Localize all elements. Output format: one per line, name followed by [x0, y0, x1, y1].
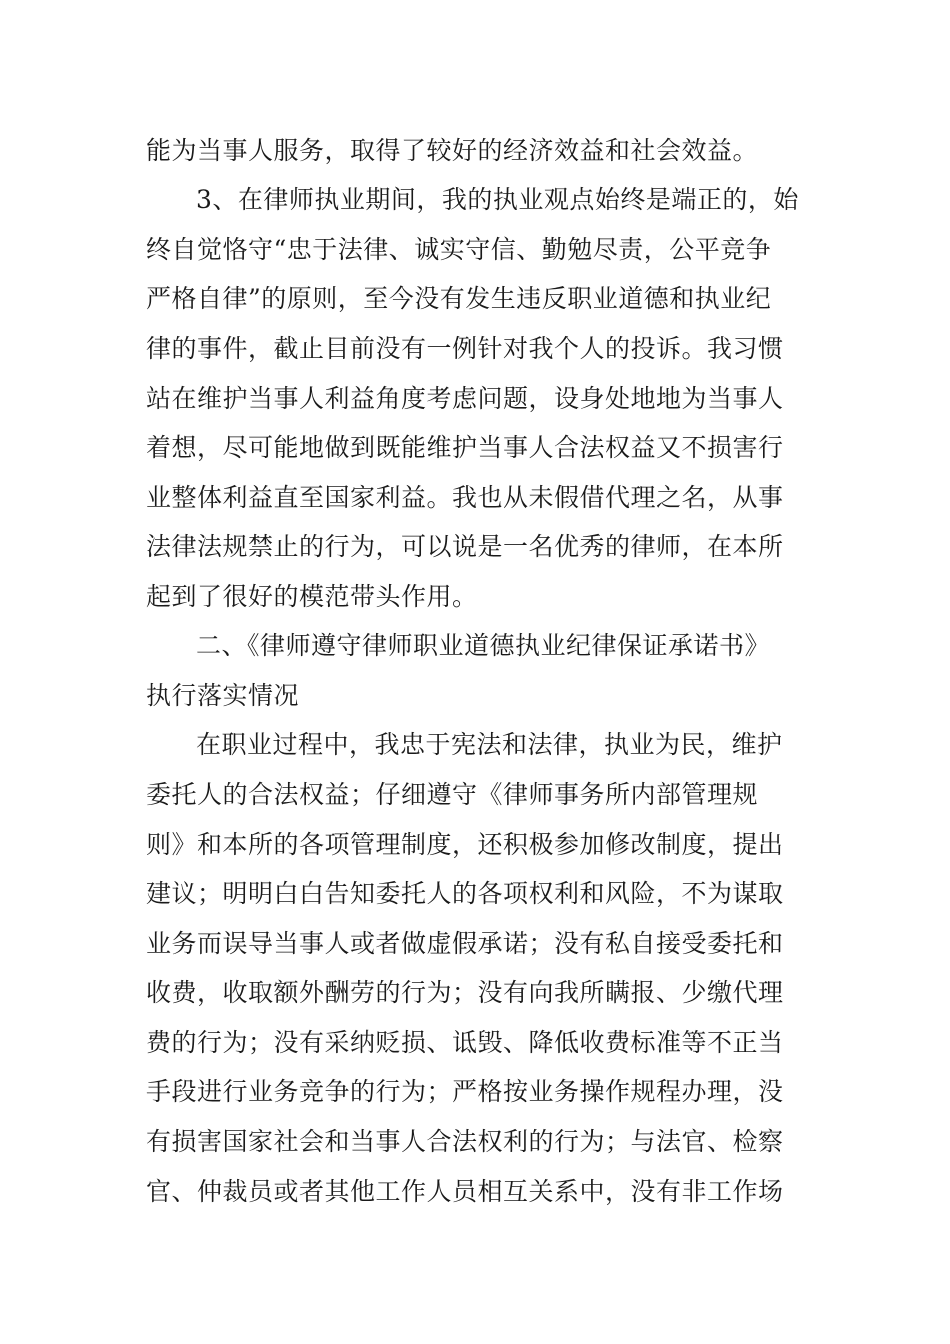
text-line: 着想，尽可能地做到既能维护当事人合法权益又不损害行: [146, 433, 784, 462]
text-line: 能为当事人服务，取得了较好的经济效益和社会效益。: [146, 136, 759, 165]
text-line: 律的事件，截止目前没有一例针对我个人的投诉。我习惯: [146, 334, 784, 363]
section-heading: 二、《律师遵守律师职业道德执业纪律保证承诺书》: [196, 631, 771, 660]
text-line: 3、在律师执业期间，我的执业观点始终是端正的，始: [196, 185, 799, 214]
text-line: 法律法规禁止的行为，可以说是一名优秀的律师，在本所: [146, 532, 784, 561]
text-line: 业务而误导当事人或者做虚假承诺；没有私自接受委托和: [146, 929, 784, 958]
text-line: 官、仲裁员或者其他工作人员相互关系中，没有非工作场: [146, 1177, 784, 1206]
text-line: 在职业过程中，我忠于宪法和法律，执业为民，维护: [196, 730, 783, 759]
section-heading-continued: 执行落实情况: [146, 681, 300, 710]
text-line: 委托人的合法权益；仔细遵守《律师事务所内部管理规: [146, 780, 759, 809]
text-line: 站在维护当事人利益角度考虑问题，设身处地地为当事人: [146, 384, 784, 413]
text-line: 业整体利益直至国家利益。我也从未假借代理之名，从事: [146, 483, 784, 512]
text-line: 则》和本所的各项管理制度，还积极参加修改制度，提出: [146, 830, 784, 859]
text-line: 建议；明明白白告知委托人的各项权利和风险，不为谋取: [146, 879, 784, 908]
text-line: 终自觉恪守“忠于法律、诚实守信、勤勉尽责，公平竞争: [146, 235, 772, 264]
text-line: 起到了很好的模范带头作用。: [146, 582, 478, 611]
text-line: 收费，收取额外酬劳的行为；没有向我所瞒报、少缴代理: [146, 978, 784, 1007]
text-line: 有损害国家社会和当事人合法权利的行为；与法官、检察: [146, 1127, 784, 1156]
text-line: 费的行为；没有采纳贬损、诋毁、降低收费标准等不正当: [146, 1028, 784, 1057]
text-line: 手段进行业务竞争的行为；严格按业务操作规程办理，没: [146, 1077, 784, 1106]
text-line: 严格自律”的原则，至今没有发生违反职业道德和执业纪: [146, 284, 772, 313]
